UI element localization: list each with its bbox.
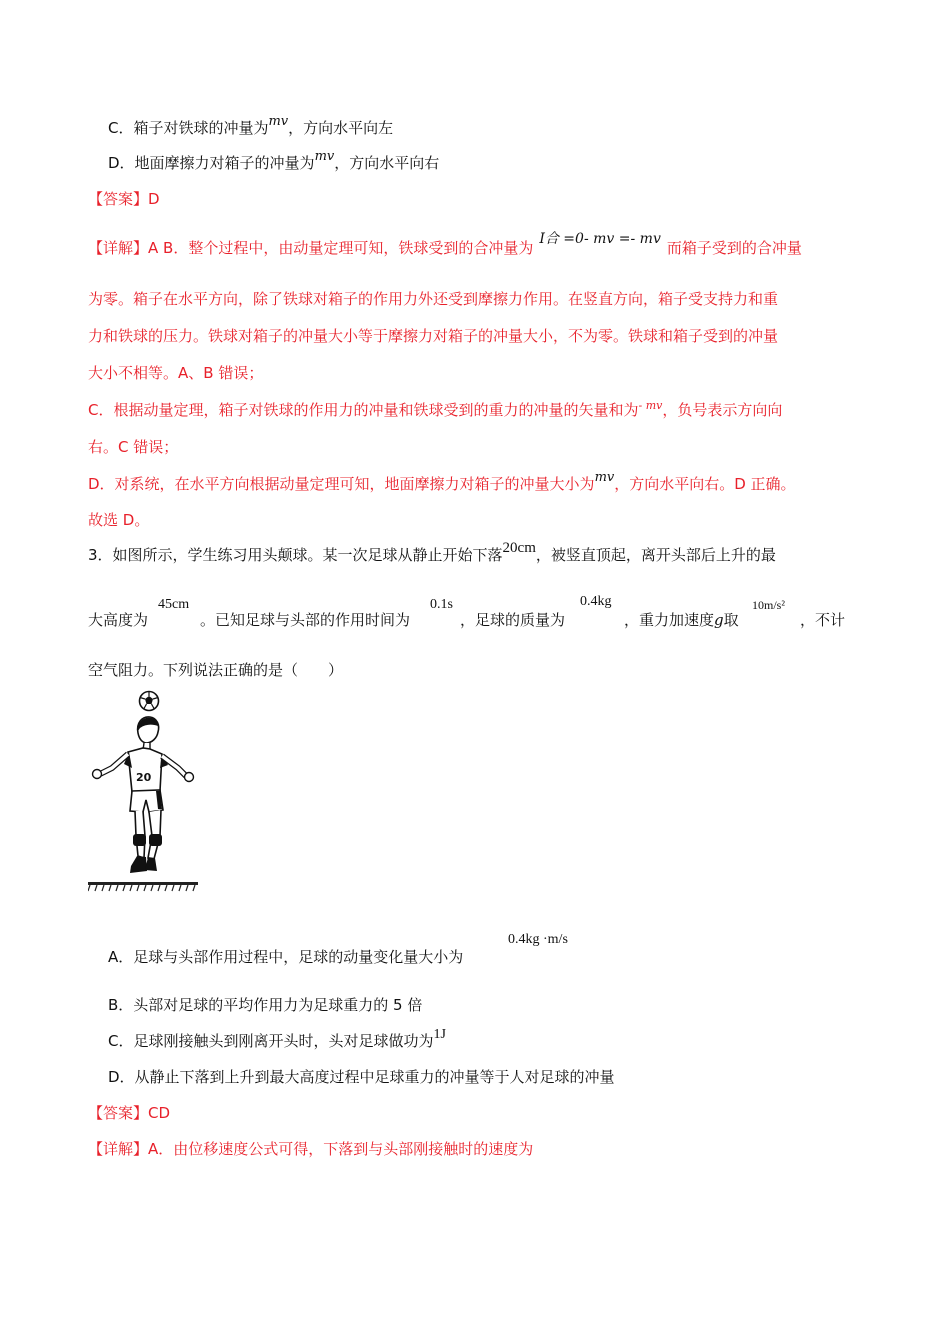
value-04kg: 0.4kg <box>580 594 612 609</box>
heading-ball-figure <box>88 688 203 888</box>
ground-hatching <box>88 882 200 892</box>
q3-stem-line2-mid1: 。已知足球与头部的作用时间为 <box>200 611 411 629</box>
value-45cm: 45cm <box>158 597 190 612</box>
detail-line1: 【详解】A．由位移速度公式可得，下落到与头部刚接触时的速度为 <box>88 1140 534 1158</box>
option-c-prev: C．箱子对铁球的冲量为mv，方向水平向左 <box>108 114 394 137</box>
option-a: A．足球与头部作用过程中，足球的动量变化量大小为 <box>108 948 464 966</box>
answer: 【答案】CD <box>88 1104 171 1122</box>
value-01s: 0.1s <box>430 597 453 612</box>
option-d-prev: D．地面摩擦力对箱子的冲量为mv，方向水平向右 <box>108 149 440 172</box>
detail-prev-line7: D．对系统，在水平方向根据动量定理可知，地面摩擦力对箱子的冲量大小为mv，方向水平向右。D 正确。 <box>88 470 796 493</box>
detail-prev-line3: 力和铁球的压力。铁球对箱子的冲量大小等于摩擦力对箱子的冲量大小，不为零。铁球和箱子受到的冲量 <box>88 327 779 345</box>
q3-stem-line3: 空气阻力。下列说法正确的是（ ） <box>88 661 344 679</box>
q3-stem-line1: 3．如图所示，学生练习用头颠球。某一次足球从静止开始下落20cm，被竖直顶起，离开头部后上升的最 <box>88 540 776 564</box>
answer-prev: 【答案】D <box>88 190 160 208</box>
q3-stem-line2-start: 大高度为 <box>88 611 149 629</box>
detail-prev-line4: 大小不相等。A、B 错误； <box>88 364 264 382</box>
soccer-ball-icon <box>140 692 159 711</box>
svg-text:20: 20 <box>136 771 152 784</box>
detail-prev-line6: 右。C 错误； <box>88 438 179 456</box>
detail-prev-line1: 【详解】A B．整个过程中，由动量定理可知，铁球受到的合冲量为 I合 =0- mv =- mv 而箱子受到的合冲量 <box>88 231 802 257</box>
detail-prev-line5: C．根据动量定理，箱子对铁球的作用力的冲量和铁球受到的重力的冲量的矢量和为$^{- mv}$，负号表示方向向 <box>88 399 783 419</box>
option-a-value: 0.4kg ·m/s <box>508 932 568 947</box>
detail-prev-line8: 故选 D。 <box>88 511 150 529</box>
option-b: B．头部对足球的平均作用力为足球重力的 5 倍 <box>108 996 423 1014</box>
q3-stem-line2-end: ，不计 <box>800 611 846 629</box>
option-c: C．足球刚接触头到刚离开头时，头对足球做功为1J <box>108 1027 446 1050</box>
q3-stem-line2-mid3: ，重力加速度g取 <box>624 611 739 629</box>
option-d: D．从静止下落到上升到最大高度过程中足球重力的冲量等于人对足球的冲量 <box>108 1068 615 1086</box>
value-g: 10m/s² <box>752 598 785 612</box>
student-heading-illustration <box>88 688 203 888</box>
q3-stem-line2-mid2: ，足球的质量为 <box>460 611 566 629</box>
detail-prev-line2: 为零。箱子在水平方向，除了铁球对箱子的作用力外还受到摩擦力作用。在竖直方向，箱子受支持力和重 <box>88 290 779 308</box>
